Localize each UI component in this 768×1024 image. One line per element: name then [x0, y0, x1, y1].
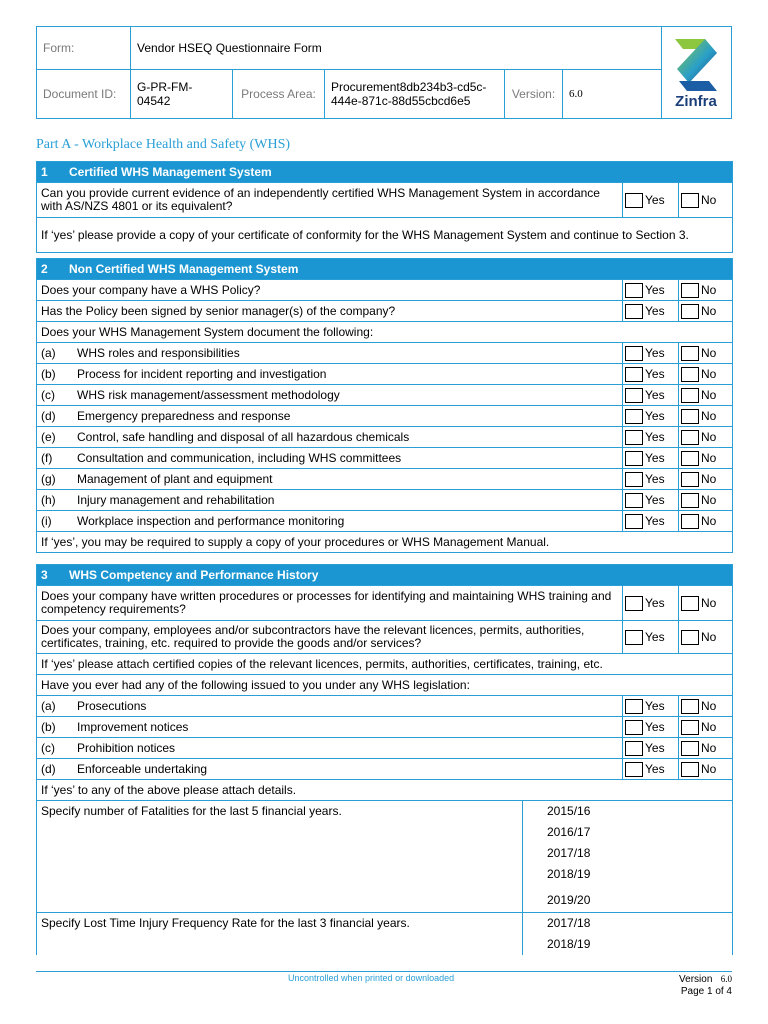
question-text: Does your WHS Management System document the following: — [37, 322, 733, 343]
note-text: If ‘yes’, you may be required to supply a copy of your procedures or WHS Management Manual. — [37, 532, 733, 553]
list-item: (f) Consultation and communication, including WHS committees Yes No — [37, 448, 733, 469]
question-text: Does your company have a WHS Policy? — [37, 280, 623, 301]
no-option[interactable]: No — [679, 448, 733, 469]
yes-checkbox[interactable] — [625, 630, 643, 645]
no-checkbox[interactable] — [681, 741, 699, 756]
ltifr-years — [523, 913, 733, 956]
footer-version-page — [679, 973, 732, 998]
list-item: (c) Prohibition notices Yes No — [37, 738, 733, 759]
no-checkbox[interactable] — [681, 193, 699, 208]
section-1-header — [37, 162, 733, 183]
fatalities-row — [37, 801, 733, 913]
no-option[interactable]: No — [679, 343, 733, 364]
no-checkbox[interactable] — [681, 409, 699, 424]
yes-option[interactable]: Yes — [623, 183, 679, 218]
note-row — [37, 218, 733, 253]
version-value-cell — [563, 70, 662, 118]
footer-version-label: Version — [679, 974, 713, 985]
list-item: (a) WHS roles and responsibilities Yes No — [37, 343, 733, 364]
yes-checkbox[interactable] — [625, 741, 643, 756]
list-item: (d) Enforceable undertaking Yes No — [37, 759, 733, 780]
yes-option[interactable]: Yes — [623, 469, 679, 490]
yes-option[interactable]: Yes — [623, 759, 679, 780]
section-3-table — [36, 564, 733, 955]
no-option[interactable]: No — [679, 385, 733, 406]
document-header — [36, 26, 732, 119]
yes-checkbox[interactable] — [625, 514, 643, 529]
yes-checkbox[interactable] — [625, 430, 643, 445]
version-value: 6.0 — [569, 88, 583, 100]
yes-option[interactable]: Yes — [623, 427, 679, 448]
section-title: WHS Competency and Performance History — [69, 567, 319, 582]
list-item: (b) Improvement notices Yes No — [37, 717, 733, 738]
section-number: 1 — [41, 164, 48, 179]
yes-checkbox[interactable] — [625, 193, 643, 208]
ltifr-question: Specify Lost Time Injury Frequency Rate for the last 3 financial years. — [37, 913, 523, 956]
yes-option[interactable]: Yes — [623, 738, 679, 759]
yes-checkbox[interactable] — [625, 304, 643, 319]
question-text: Does your company have written procedures or processes for identifying and maintaining WHS training and competency requirements? — [37, 586, 623, 621]
no-checkbox[interactable] — [681, 493, 699, 508]
form-label-cell — [37, 27, 131, 70]
no-option[interactable]: No — [679, 469, 733, 490]
yes-option[interactable]: Yes — [623, 343, 679, 364]
zinfra-logo — [661, 27, 731, 118]
no-checkbox[interactable] — [681, 596, 699, 611]
yes-checkbox[interactable] — [625, 762, 643, 777]
fatalities-question: Specify number of Fatalities for the last 5 financial years. — [37, 801, 523, 913]
section-3-header — [37, 565, 733, 586]
question-row — [37, 301, 733, 322]
yes-checkbox[interactable] — [625, 346, 643, 361]
no-checkbox[interactable] — [681, 346, 699, 361]
no-checkbox[interactable] — [681, 630, 699, 645]
fatalities-years — [523, 801, 733, 913]
yes-option[interactable]: Yes — [623, 511, 679, 532]
yes-checkbox[interactable] — [625, 451, 643, 466]
no-option[interactable]: No — [679, 427, 733, 448]
question-text: Can you provide current evidence of an independently certified WHS Management System in accordance with AS/NZS 4801 or its equivalent? — [37, 183, 623, 218]
no-option[interactable]: No — [679, 759, 733, 780]
question-row — [37, 322, 733, 343]
yes-option[interactable]: Yes — [623, 301, 679, 322]
note-text: If ‘yes’ to any of the above please attach details. — [37, 780, 733, 801]
no-option[interactable]: No — [679, 280, 733, 301]
yes-checkbox[interactable] — [625, 367, 643, 382]
yes-option[interactable]: Yes — [623, 448, 679, 469]
list-item: (d) Emergency preparedness and response Yes No — [37, 406, 733, 427]
year-label: 2019/20 — [547, 893, 591, 907]
note-row — [37, 654, 733, 675]
yes-option[interactable]: Yes — [623, 586, 679, 621]
no-checkbox[interactable] — [681, 720, 699, 735]
no-checkbox[interactable] — [681, 699, 699, 714]
footer-version-value: 6.0 — [720, 974, 732, 984]
docid-value-cell — [131, 70, 233, 118]
year-label: 2017/18 — [547, 916, 591, 930]
no-option[interactable]: No — [679, 621, 733, 654]
form-label: Form: — [43, 41, 75, 55]
note-row — [37, 780, 733, 801]
list-item: (e) Control, safe handling and disposal of all hazardous chemicals Yes No — [37, 427, 733, 448]
process-label-cell — [233, 70, 325, 118]
footer-divider — [36, 971, 732, 972]
section-1-table — [36, 161, 733, 253]
no-option[interactable]: No — [679, 511, 733, 532]
section-number: 3 — [41, 567, 48, 582]
question-text: Have you ever had any of the following issued to you under any WHS legislation: — [37, 675, 733, 696]
section-number: 2 — [41, 261, 48, 276]
no-option[interactable]: No — [679, 717, 733, 738]
no-option[interactable]: No — [679, 490, 733, 511]
year-label: 2018/19 — [547, 937, 591, 951]
process-label: Process Area: — [241, 87, 316, 101]
yes-checkbox[interactable] — [625, 472, 643, 487]
question-row — [37, 183, 733, 218]
yes-option[interactable]: Yes — [623, 280, 679, 301]
yes-checkbox[interactable] — [625, 493, 643, 508]
question-row — [37, 280, 733, 301]
no-checkbox[interactable] — [681, 514, 699, 529]
yes-option[interactable]: Yes — [623, 490, 679, 511]
question-row — [37, 675, 733, 696]
footer-uncontrolled-notice: Uncontrolled when printed or downloaded — [288, 973, 455, 983]
no-option[interactable]: No — [679, 183, 733, 218]
question-row — [37, 621, 733, 654]
logo-text: Zinfra — [675, 93, 717, 110]
yes-checkbox[interactable] — [625, 720, 643, 735]
note-text: If ‘yes’ please attach certified copies of the relevant licences, permits, authorities, certificates, training, etc. — [37, 654, 733, 675]
process-value-cell — [325, 70, 505, 118]
docid-value-line1: G-PR-FM- — [137, 80, 193, 94]
yes-option[interactable]: Yes — [623, 696, 679, 717]
docid-label: Document ID: — [43, 87, 117, 101]
yes-checkbox[interactable] — [625, 283, 643, 298]
list-item: (h) Injury management and rehabilitation Yes No — [37, 490, 733, 511]
process-value-line2: 444e-871c-88d55cbcd6e5 — [331, 94, 471, 108]
no-option[interactable]: No — [679, 696, 733, 717]
yes-checkbox[interactable] — [625, 388, 643, 403]
no-option[interactable]: No — [679, 738, 733, 759]
no-checkbox[interactable] — [681, 388, 699, 403]
yes-option[interactable]: Yes — [623, 717, 679, 738]
form-value: Vendor HSEQ Questionnaire Form — [137, 41, 322, 55]
version-label: Version: — [511, 87, 556, 101]
list-item: (g) Management of plant and equipment Yes No — [37, 469, 733, 490]
no-checkbox[interactable] — [681, 762, 699, 777]
version-label-cell — [505, 70, 563, 118]
no-checkbox[interactable] — [681, 283, 699, 298]
no-checkbox[interactable] — [681, 472, 699, 487]
note-text: If ‘yes’ please provide a copy of your certificate of conformity for the WHS Management System and continue to Section 3. — [37, 218, 733, 253]
section-title: Certified WHS Management System — [69, 164, 272, 179]
no-checkbox[interactable] — [681, 430, 699, 445]
year-label: 2016/17 — [547, 825, 591, 839]
yes-checkbox[interactable] — [625, 699, 643, 714]
footer-page-number: Page 1 of 4 — [680, 986, 732, 997]
yes-option[interactable]: Yes — [623, 621, 679, 654]
list-item: (i) Workplace inspection and performance monitoring Yes No — [37, 511, 733, 532]
list-item: (c) WHS risk management/assessment methodology Yes No — [37, 385, 733, 406]
process-value-line1: Procurement8db234b3-cd5c- — [331, 80, 487, 94]
list-item: (b) Process for incident reporting and investigation Yes No — [37, 364, 733, 385]
section-2-header — [37, 259, 733, 280]
question-text: Does your company, employees and/or subcontractors have the relevant licences, permits, authorities, certificates, training, etc. required to provide the goods and/or services? — [37, 621, 623, 654]
no-option[interactable]: No — [679, 586, 733, 621]
section-title: Non Certified WHS Management System — [69, 261, 299, 276]
yes-checkbox[interactable] — [625, 596, 643, 611]
note-row — [37, 532, 733, 553]
form-value-cell — [131, 27, 662, 70]
part-title: Part A - Workplace Health and Safety (WHS) — [36, 137, 291, 152]
year-label: 2018/19 — [547, 867, 591, 881]
no-option[interactable]: No — [679, 364, 733, 385]
question-row — [37, 586, 733, 621]
yes-checkbox[interactable] — [625, 409, 643, 424]
no-option[interactable]: No — [679, 301, 733, 322]
no-checkbox[interactable] — [681, 367, 699, 382]
zinfra-logo-icon — [671, 35, 721, 95]
no-option[interactable]: No — [679, 406, 733, 427]
question-text: Has the Policy been signed by senior manager(s) of the company? — [37, 301, 623, 322]
year-label: 2015/16 — [547, 804, 591, 818]
docid-label-cell — [37, 70, 131, 118]
no-checkbox[interactable] — [681, 304, 699, 319]
yes-option[interactable]: Yes — [623, 385, 679, 406]
yes-option[interactable]: Yes — [623, 406, 679, 427]
docid-value-line2: 04542 — [137, 94, 171, 108]
ltifr-row — [37, 913, 733, 956]
section-2-table — [36, 258, 733, 553]
yes-option[interactable]: Yes — [623, 364, 679, 385]
list-item: (a) Prosecutions Yes No — [37, 696, 733, 717]
no-checkbox[interactable] — [681, 451, 699, 466]
year-label: 2017/18 — [547, 846, 591, 860]
